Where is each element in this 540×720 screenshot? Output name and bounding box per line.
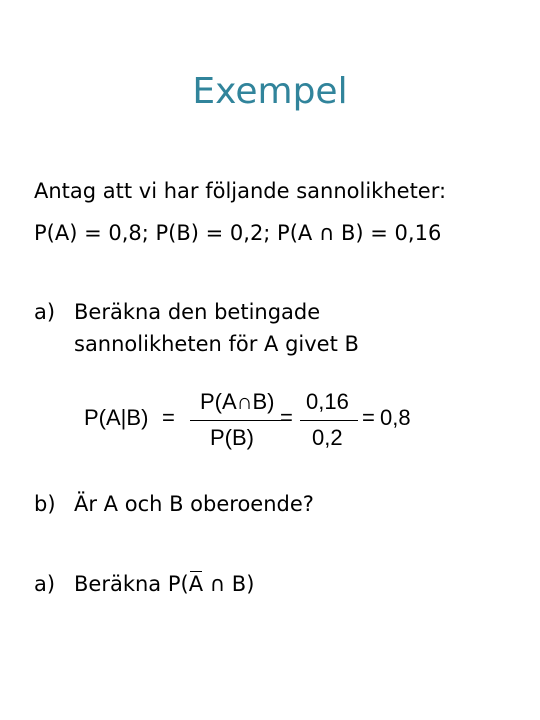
task-a bbox=[34, 296, 359, 360]
intro-text bbox=[34, 170, 446, 254]
fraction-bar-2 bbox=[300, 420, 358, 421]
formula-lhs: P(A|B) bbox=[84, 405, 149, 430]
formula-value-numerator: 0,16 bbox=[306, 389, 349, 414]
formula-result: 0,8 bbox=[380, 405, 411, 430]
formula-equals-2: = bbox=[280, 405, 293, 430]
formula-numerator: P(A∩B) bbox=[200, 389, 275, 414]
task-c-suffix: ∩ B) bbox=[203, 572, 255, 596]
conditional-probability-formula bbox=[84, 380, 424, 460]
task-c-line-1 bbox=[74, 568, 254, 600]
task-c bbox=[34, 568, 254, 600]
complement-a: A bbox=[189, 568, 203, 600]
formula-equals-1: = bbox=[162, 405, 175, 430]
task-b-marker: b) bbox=[34, 492, 56, 516]
fraction-bar-1 bbox=[190, 420, 282, 421]
formula-denominator: P(B) bbox=[210, 425, 254, 450]
task-c-prefix: Beräkna P( bbox=[74, 572, 189, 596]
task-a-line-2: sannolikheten för A givet B bbox=[74, 332, 359, 356]
task-c-marker: a) bbox=[34, 572, 56, 596]
intro-line-1: Antag att vi har följande sannolikheter: bbox=[34, 179, 447, 203]
task-a-line-1: Beräkna den betingade bbox=[74, 300, 321, 324]
formula-value-denominator: 0,2 bbox=[312, 425, 343, 450]
formula-equals-3: = bbox=[362, 405, 375, 430]
task-a-marker: a) bbox=[34, 300, 56, 324]
slide-title: Exempel bbox=[192, 71, 348, 112]
task-b bbox=[34, 488, 314, 520]
task-b-line-1: Är A och B oberoende? bbox=[74, 492, 314, 516]
given-probabilities: P(A) = 0,8; P(B) = 0,2; P(A ∩ B) = 0,16 bbox=[34, 221, 442, 245]
